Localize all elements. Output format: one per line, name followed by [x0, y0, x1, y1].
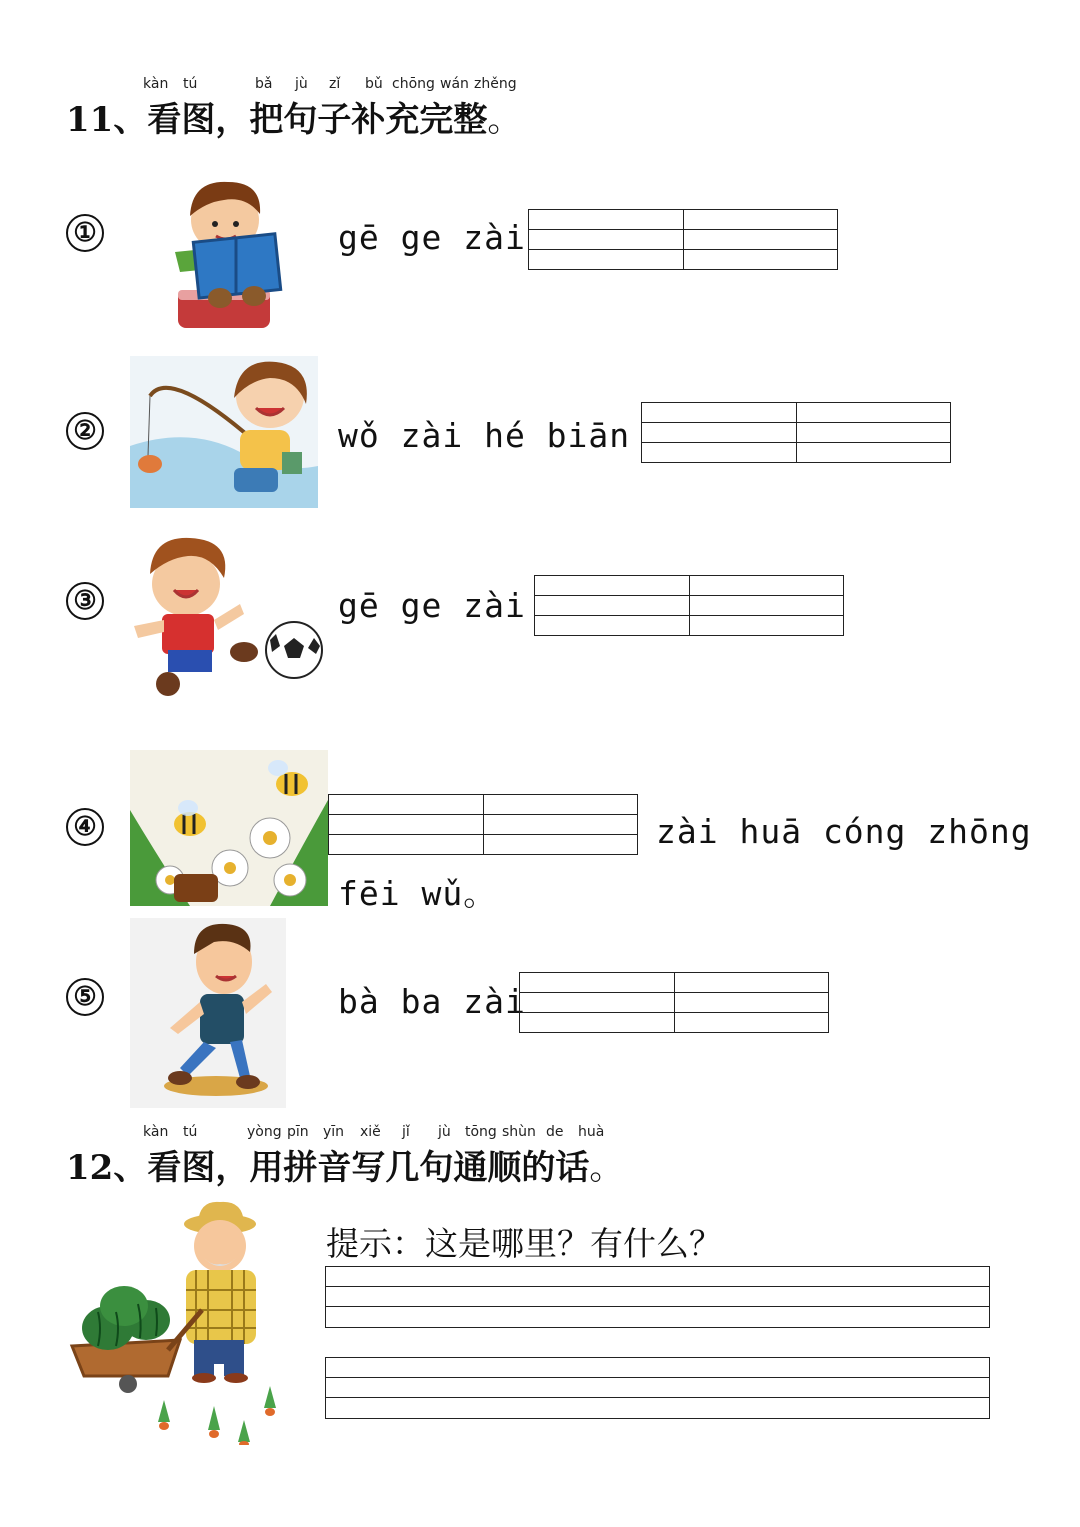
q12-title: 看图，用拼音写几句通顺的话 [147, 1148, 590, 1188]
q12-heading [66, 1140, 623, 1189]
item-number-4: ④ [66, 808, 104, 846]
q12-period: 。 [589, 1148, 624, 1188]
q12-hint: 提示：这是哪里？有什么？ [326, 1224, 722, 1263]
boy-football-image [134, 534, 328, 700]
pinyin-kan: kàn [143, 76, 169, 92]
q11-number: 11、 [66, 100, 148, 140]
pinyin-tu: tú [183, 76, 198, 92]
farmer-watermelon-image [68, 1200, 298, 1445]
pinyin-ji: jǐ [402, 1124, 410, 1140]
girl-fishing-image [130, 356, 318, 508]
q12-number: 12、 [66, 1148, 148, 1188]
pinyin-ju: jù [295, 76, 308, 92]
item2-answer-grid[interactable] [641, 402, 951, 463]
pinyin-zi: zǐ [329, 76, 341, 92]
item-number-1: ① [66, 214, 104, 252]
boy-reading-book-image [170, 172, 290, 334]
item1-answer-grid[interactable] [528, 209, 838, 270]
pinyin-tong: tōng [465, 1124, 497, 1140]
pinyin-wan: wán [440, 76, 469, 92]
pinyin-bu: bǔ [365, 76, 383, 92]
q11-title: 看图，把句子补充完整 [147, 100, 488, 140]
item-number-2: ② [66, 412, 104, 450]
item1-prompt: gē ge zài [338, 218, 526, 257]
pinyin-de: de [546, 1124, 564, 1140]
item4-answer-grid[interactable] [328, 794, 638, 855]
pinyin-tu: tú [183, 1124, 198, 1140]
pinyin-ba: bǎ [255, 76, 273, 92]
pinyin-kan: kàn [143, 1124, 169, 1140]
item5-prompt: bà ba zài [338, 982, 526, 1021]
q12-writing-line-2[interactable] [325, 1357, 990, 1419]
man-running-image [130, 918, 286, 1108]
item-number-5: ⑤ [66, 978, 104, 1016]
pinyin-chong: chōng [392, 76, 435, 92]
pinyin-shun: shùn [502, 1124, 536, 1140]
pinyin-ju: jù [438, 1124, 451, 1140]
pinyin-pin: pīn [287, 1124, 309, 1140]
item4-prompt-line2: fēi wǔ。 [338, 874, 498, 913]
item5-answer-grid[interactable] [519, 972, 829, 1033]
q12-writing-line-1[interactable] [325, 1266, 990, 1328]
pinyin-yin: yīn [323, 1124, 345, 1140]
pinyin-hua: huà [578, 1124, 605, 1140]
bees-flowers-image [130, 750, 328, 906]
q11-heading [66, 92, 521, 141]
item2-prompt: wǒ zài hé biān [338, 416, 631, 455]
pinyin-yong: yòng [247, 1124, 282, 1140]
item3-answer-grid[interactable] [534, 575, 844, 636]
pinyin-zheng: zhěng [474, 76, 517, 92]
pinyin-xie: xiě [360, 1124, 381, 1140]
item-number-3: ③ [66, 582, 104, 620]
q11-period: 。 [487, 100, 522, 140]
item4-prompt: zài huā cóng zhōng [656, 812, 1032, 851]
item3-prompt: gē ge zài [338, 586, 526, 625]
